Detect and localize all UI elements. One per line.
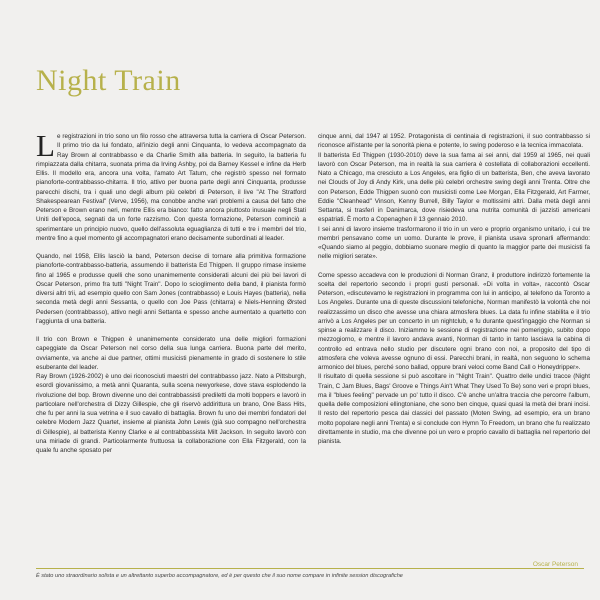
paragraph: I sei anni di lavoro insieme trasformarono il trio in un vero e proprio organismo unitario, i cui tre membri pensavano come un uomo. Durante le prove, il pianista usava spronarli affermando: «Quando siamo al peggio, dobbiamo suonare meglio di quanto la maggior parte dei musicisti fa nelle migliori serate». xyxy=(318,225,590,261)
drop-cap: L xyxy=(36,128,55,163)
paragraph xyxy=(36,128,306,243)
paragraph-text: e registrazioni in trio sono un filo rosso che attraversa tutta la carriera di Oscar Peterson. Il primo trio da lui fondato, all'inizio degli anni Cinquanta, lo vedeva accompagnato da Ray Brown al contrabbasso e da Charlie Smith alla batteria. In seguito, la batteria fu rimpiazzata dalla chitarra, suonata prima da Irving Ashby, poi da Barney Kessel e infine da Herb Ellis. Il modello era, ancora una volta, l'amato Art Tatum, che registrò spesso nel formato pianoforte-contrabbasso-chitarra. Il trio, attivo per buona parte degli anni Cinquanta, produsse parecchi dischi, tra i quali uno degli album più celebri di Peterson, il live "At The Stratford Shakespearean Festival" (Verve, 1956), ma conobbe anche vari problemi a causa del fatto che Peterson e Brown erano neri, mentre Ellis era bianco: fatto ancora piuttosto inusuale negli Stati Uniti dell'epoca, segnati da un forte razzismo. Con questa formazione, Peterson cominciò a sperimentare un principio nuovo, quello dell'assoluta eguaglianza di tutti e tre i membri del trio, mentre fino a quel momento gli accompagnatori erano decisamente subordinati al leader. xyxy=(36,133,306,242)
photo-caption: È stato uno straordinario solista e un altrettanto superbo accompagnatore, ed è per questo che il suo nome compare in infinite session discografiche xyxy=(36,573,403,579)
paragraph: Ray Brown (1926-2002) è uno dei riconosciuti maestri del contrabbasso jazz. Nato a Pittsburgh, esordì giovanissimo, a metà anni Quaranta, sulla scena newyorkese, dove stava esplodendo la rivoluzione del bop. Brown divenne uno dei contrabbassisti prediletti da molti boppers e lavorò in particolare nell'orchestra di Dizzy Gillespie, che gli riservò addirittura un brano, One Bass Hits, che fu per anni la sua vetrina e il suo cavallo di battaglia. Brown fu uno dei membri fondatori del celebre Modern Jazz Quartet, insieme al pianista John Lewis (già suo compagno nell'orchestra di Gillespie), al batterista Kenny Clarke e al contrabbassista Milt Jackson. In seguito lavorò con una miriade di grandi. Particolarmente fruttuosa la collaborazione con Ella Fitzgerald, con la quale fu anche sposato per xyxy=(36,373,306,454)
paragraph: Come spesso accadeva con le produzioni di Norman Granz, il produttore indirizzò fortemente la scelta del repertorio secondo i propri gusti personali. «Di volta in volta», raccontò Oscar Peterson, «discutevamo le registrazioni in programma con lui in anticipo, al telefono da Toronto a Los Angeles. Durante una di queste discussioni telefoniche, Norman manifestò la volontà che noi realizzassimo un disco che avesse una chiara atmosfera blues. La data fu infine stabilita e il trio arrivò a Los Angeles per un concerto in un nightclub, e fu durante quest'ingaggio che Norman si spinse a realizzare il disco. Iniziammo le sessione di registrazione nei pomeriggio, subito dopo mezzogiorno, e mentre il lavoro andava avanti, Norman di tanto in tanto lasciava la cabina di controllo ed entrava nello studio per discutere ogni brano con noi, a proposito del tipo di atmosfera che voleva avesse ognuno di essi. Parecchi brani, in realtà, non seguono lo schema armonico del blues, perché sono ballad, oppure brani veloci come Band Call o Honeydripper». xyxy=(318,271,590,371)
paragraph: cinque anni, dal 1947 al 1952. Protagonista di centinaia di registrazioni, il suo contrabbasso si riconosce all'istante per la sonorità piena e potente, lo swing poderoso e la tecnica immacolata. xyxy=(318,133,590,150)
right-text-column xyxy=(318,132,590,446)
photo-credit: Oscar Peterson xyxy=(530,561,578,568)
caption-divider xyxy=(36,568,584,569)
paragraph: Il trio con Brown e Thigpen è unanimemente considerato una delle migliori formazioni capeggiate da Oscar Peterson nel corso della sua lunga carriera. Buona parte del merito, ovviamente, va anche ai due partner, ottimi musicisti pienamente in grado di sostenere lo stile esuberante del leader. xyxy=(36,336,306,371)
paragraph: Quando, nel 1958, Ellis lasciò la band, Peterson decise di tornare alla primitiva formazione pianoforte-contrabbasso-batteria, assumendo il batterista Ed Thigpen. Il gruppo rimase insieme fino al 1965 e produsse quelli che sono unanimemente considerati alcuni dei più bei lavori di Oscar Peterson, primo fra tutti "Night Train". Dopo lo scioglimento della band, il pianista formò diversi altri trii, ad esempio quello con Sam Jones (contrabbasso) e Louis Hayes (batteria), nella seconda metà degli anni Sessanta, o quello con Joe Pass (chitarra) e Niels-Henning Ørsted Pedersen (contrabbasso), attivo negli anni Settanta e spesso anche aumentato a quartetto con l'aggiunta di una batteria. xyxy=(36,253,306,325)
left-text-column xyxy=(36,128,306,455)
paragraph: Il batterista Ed Thigpen (1930-2010) deve la sua fama ai sei anni, dal 1959 al 1965, nei quali lavorò con Oscar Peterson, ma in realtà la sua carriera è costellata di collaborazioni eccellenti. Nato a Chicago, ma cresciuto a Los Angeles, era figlio di un batterista, Ben, che aveva lavorato nei Clouds of Joy di Andy Kirk, una delle più celebri orchestre swing degli anni Trenta. Oltre che con Peterson, Edde Thigpen suonò con musicisti come Lee Morgan, Ella Fitzgerald, Art Farmer, Eddie "Cleanhead" Vinson, Kenny Burrell, Billy Taylor e moltissimi altri. Dalla metà degli anni Settanta, si trasferì in Danimarca, dove risiedeva una nutrita comunità di jazzisti americani espatriati. È morto a Copenaghen il 13 gennaio 2010. xyxy=(318,151,590,224)
paragraph: Il risultato di quella sessione si può ascoltare in "Night Train". Quattro delle undici tracce (Night Train, C Jam Blues, Bags' Groove e Things Ain't What They Used To Be) sono veri e propri blues, ma il "blues feeling" pervade un po' tutto il disco. C'è anche un'altra traccia che percorre l'album, quella delle composizioni ellingtoniane, che sono ben cinque, quasi quasi la metà dei brani incisi. Il resto del repertorio pesca dai classici del passato (Moten Swing, ad esempio, era un brano molto popolare negli anni Trenta) e si conclude con Hymn To Freedom, un brano che fu realizzato direttamente in studio, ma che divenne poi un vero e proprio cavallo di battaglia nel repertorio del pianista. xyxy=(318,373,590,445)
page-title: Night Train xyxy=(36,64,181,97)
